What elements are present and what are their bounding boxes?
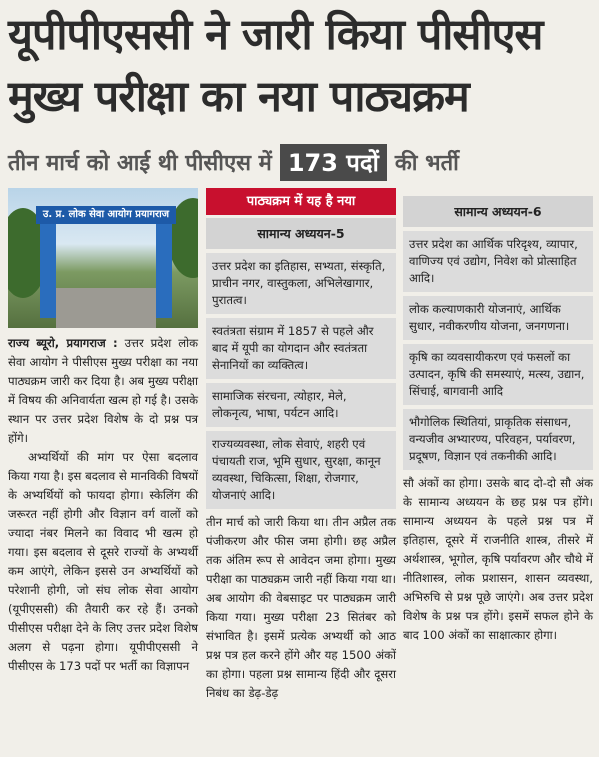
gs6-item: कृषि का व्यवसायीकरण एवं फसलों का उत्पादन, कृषि की समस्याएं, मत्स्य, उद्यान, सिंचाई, बागवानी आदि [403, 344, 593, 405]
subhead-highlight: 173 पदों [280, 144, 387, 181]
article-column-3 [403, 188, 593, 645]
article-paragraph-2: अभ्यर्थियों की मांग पर ऐसा बदलाव किया गया है। इस बदलाव से मानविकी विषयों के अभ्यर्थियों को फायदा होगा। स्केलिंग की जरूरत नहीं होगी और विज्ञान वर्ग वालों को ज्यादा नंबर मिलने का विवाद भी खत्म हो गया। इस बदलाव से दूसरे राज्यों के अभ्यर्थी कम आएंगे, लेकिन इससे उन अभ्यर्थियों को परेशानी होगी, जो संघ लोक सेवा आयोग (यूपीएससी) की तैयारी कर रहे हैं। उनको पीसीएस परीक्षा देने के लिए उत्तर प्रदेश विशेष अलग से पढ़ना होगा। यूपीपीएससी ने पीसीएस के 173 पदों पर भर्ती का विज्ञापन [8, 450, 198, 673]
gs5-item: सामाजिक संरचना, त्योहार, मेले, लोकनृत्य, भाषा, पर्यटन आदि। [206, 383, 396, 427]
gs5-title: सामान्य अध्ययन-5 [206, 218, 396, 249]
gs6-item: भौगोलिक स्थितियां, प्राकृतिक संसाधन, वन्यजीव अभ्यारण्य, परिवहन, पर्यावरण, प्रदूषण, विज्ञान एवं तकनीकी आदि। [403, 409, 593, 470]
subhead-before: तीन मार्च को आई थी पीसीएस में [8, 151, 272, 176]
headline-line-1: यूपीपीएससी ने जारी किया पीसीएस [8, 10, 543, 60]
syllabus-box-6 [403, 188, 593, 470]
headline-line-2: मुख्य परीक्षा का नया पाठ्यक्रम [8, 72, 469, 122]
syllabus-box-header: पाठ्यक्रम में यह है नया [206, 188, 396, 215]
article-column-2 [206, 188, 396, 703]
gs6-item: उत्तर प्रदेश का आर्थिक परिदृश्य, व्यापार, वाणिज्य एवं उद्योग, निवेश को प्रोत्साहित आदि। [403, 231, 593, 292]
gs6-title: सामान्य अध्ययन-6 [403, 196, 593, 227]
headline [8, 4, 593, 128]
gs5-item: स्वतंत्रता संग्राम में 1857 से पहले और बाद में यूपी का योगदान और स्वतंत्रता सेनानियों का व्यक्तित्व। [206, 318, 396, 379]
gs6-item: लोक कल्याणकारी योजनाएं, आर्थिक सुधार, नवीकरणीय योजना, जनगणना। [403, 296, 593, 340]
article-byline: राज्य ब्यूरो, प्रयागराज : [8, 336, 118, 350]
article-paragraph-1: राज्य ब्यूरो, प्रयागराज : उत्तर प्रदेश लोक सेवा आयोग ने पीसीएस मुख्य परीक्षा का नया पाठ्यक्रम जारी कर दिया है। अब मुख्य परीक्षा में विषय की अनिवार्यता खत्म हो गई है। उसके स्थान पर उत्तर प्रदेश विशेष के दो प्रश्न पत्र होंगे। [8, 336, 198, 445]
article-paragraph-4: सौ अंकों का होगा। उसके बाद दो-दो सौ अंक के सामान्य अध्ययन के छह प्रश्न पत्र होंगे। सामान्य अध्ययन के पहले प्रश्न पत्र में इतिहास, दूसरे में राजनीति शास्त्र, तीसरे में अर्थशास्त्र, भूगोल, कृषि पर्यावरण और चौथे में नीतिशास्त्र, लोक प्रशासन, शासन व्यवस्था, अभिरुचि से प्रश्न पूछे जाएंगे। अब उत्तर प्रदेश विशेष के प्रश्न पत्र होंगे। इसमें सफल होने के बाद 100 अंकों का साक्षात्कार होगा। [403, 476, 593, 642]
gs5-item: उत्तर प्रदेश का इतिहास, सभ्यता, संस्कृति, प्राचीन नगर, वास्तुकला, अभिलेखागार, पुरातत्व। [206, 253, 396, 314]
subhead-after: की भर्ती [394, 151, 459, 176]
article-column-1 [8, 188, 198, 676]
commission-gate-photo [8, 188, 198, 328]
subheadline [8, 143, 593, 181]
gs5-item: राज्यव्यवस्था, लोक सेवाएं, शहरी एवं पंचायती राज, भूमि सुधार, सुरक्षा, कानून व्यवस्था, चिकित्सा, शिक्षा, रोजगार, योजनाएं आदि। [206, 431, 396, 509]
article-paragraph-3: तीन मार्च को जारी किया था। तीन अप्रैल तक पंजीकरण और फीस जमा होगी। छह अप्रैल तक अंतिम रूप से आवेदन जमा होगा। मुख्य परीक्षा का पाठ्यक्रम जारी नहीं किया गया था। अब आयोग की वेबसाइट पर पाठ्यक्रम जारी किया गया। मुख्य परीक्षा 23 सितंबर को संभावित है। इसमें प्रत्येक अभ्यर्थी को आठ प्रश्न पत्र हल करने होंगे और यह 1500 अंकों का होगा। पहला प्रश्न सामान्य हिंदी और दूसरा निबंध का डेढ़-डेढ़ [206, 515, 396, 700]
syllabus-box-5 [206, 188, 396, 509]
gate-sign: उ. प्र. लोक सेवा आयोग प्रयागराज [36, 206, 176, 224]
